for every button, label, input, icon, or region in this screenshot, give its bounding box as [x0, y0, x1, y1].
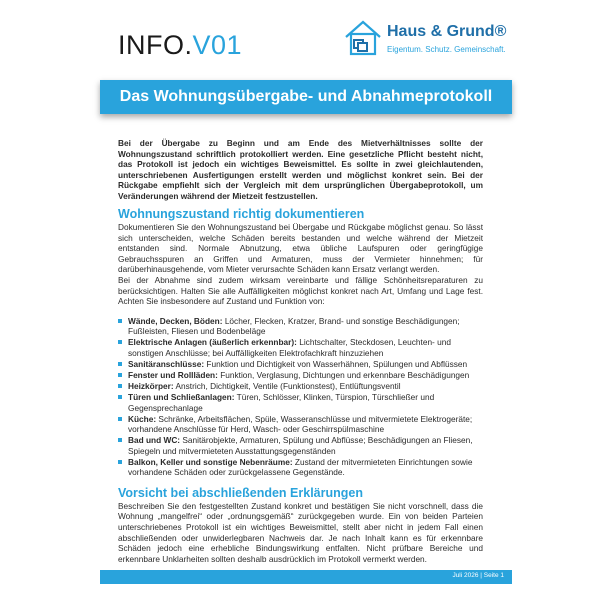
section-heading-documentation: Wohnungszustand richtig dokumentieren	[118, 207, 365, 222]
list-item	[118, 370, 483, 381]
footer-date-page: Juli 2026 | Seite 1	[452, 572, 504, 579]
list-item-term: Sanitäranschlüsse:	[128, 358, 205, 369]
footer-bar	[100, 570, 512, 584]
list-item-text: Lichtschalter, Steckdosen, Leuchten- und sonstigen Anschlüsse; bei Auffälligkeiten Elektrofachkraft hinzuziehen	[128, 337, 451, 358]
bullet-square-icon	[118, 438, 122, 442]
bullet-square-icon	[118, 319, 122, 323]
list-item-text: Löcher, Flecken, Kratzer, Brand- und sonstige Beschädigungen; Fußleisten, Fliesen und Bodenbeläge	[128, 315, 460, 337]
title-banner	[100, 80, 512, 114]
list-item-text: Schränke, Arbeitsflächen, Spüle, Wasseranschlüsse und mitvermietete Elektrogeräte; vorhandene Anschlüsse für Herd, Wasch- oder Geschirrspülmaschine	[128, 413, 473, 435]
list-item-term: Fenster und Rollläden:	[128, 369, 218, 380]
intro-paragraph: Bei der Übergabe zu Beginn und am Ende des Mietverhältnisses sollte der Wohnungszustand schriftlich protokolliert werden. Eine gesetzliche Pflicht besteht nicht, das Protokoll ist jedoch ein wichtiges Beweismittel. Es sollte in zwei gleichlautenden, unterschriebenen Ausfertigungen erstellt werden und möglichst konkret sein. Bei der Rückgabe empfiehlt sich der Vergleich mit dem ursprünglichen Übergabeprotokoll, um Veränderungen während der Mietzeit festzustellen.	[118, 138, 483, 201]
list-item-term: Balkon, Keller und sonstige Nebenräume:	[128, 456, 293, 467]
bullet-square-icon	[118, 373, 122, 377]
bullet-square-icon	[118, 362, 122, 366]
main-content	[118, 138, 483, 564]
list-item-text: Sanitärobjekte, Armaturen, Spülung und Abflüsse; Beschädigungen an Fliesen, Spiegeln und mitvermieteten Ausstattungsgegenständen	[128, 435, 473, 456]
bullet-square-icon	[118, 395, 122, 399]
section1-paragraph-2: Bei der Abnahme sind zudem wirksam vereinbarte und fällige Schönheitsreparaturen zu berücksichtigen. Halten Sie alle Auffälligkeiten möglichst konkret nach Art, Umfang und Lage fest. Achten Sie insbesondere auf Zustand und Funktion von:	[118, 275, 483, 307]
list-item	[118, 381, 483, 392]
list-item-text: Funktion, Verglasung, Dichtungen und erkennbare Beschädigungen	[217, 369, 470, 380]
list-item-term: Heizkörper:	[128, 380, 174, 391]
list-item-term: Wände, Decken, Böden:	[128, 315, 223, 326]
list-item-text: Türen, Schlösser, Klinken, Türspion, Türschließer und Gegensprechanlage	[128, 391, 435, 413]
list-item-text: Anstrich, Dichtigkeit, Ventile (Funktionstest), Entlüftungsventil	[173, 380, 401, 391]
logo-name: Haus & Grund®	[387, 23, 507, 40]
list-item	[118, 316, 483, 337]
bullet-square-icon	[118, 384, 122, 388]
section2-paragraph: Beschreiben Sie den festgestellten Zustand konkret und bestätigen Sie nicht vorschnell, dass die Wohnung „mangelfrei“ oder „ordnungsgemäß“ zurückgegeben wurde. Ein von beiden Parteien unterschriebenes Protokoll ist ein wichtiges Beweismittel, stellt aber nicht in jedem Fall einen abschließenden oder unwiderlegbaren Nachweis dar. Je nach Inhalt kann es für erkennbare Schäden jedoch eine erhebliche Bindungswirkung entfalten. Nicht prüfbare Bereiche und erkennbare Unklarheiten sollten deshalb ausdrücklich im Protokoll vermerkt werden.	[118, 500, 483, 564]
list-item	[118, 392, 483, 413]
bullet-square-icon	[118, 340, 122, 344]
list-item-text: Zustand der mitvermieteten Einrichtungen sowie vorhandene Schäden oder zurückgelassene Gegenstände.	[128, 456, 473, 478]
house-logo-icon	[343, 18, 383, 58]
list-item-text: Funktion und Dichtigkeit von Wasserhähnen, Spülungen und Abflüssen	[204, 358, 468, 369]
list-item-term: Türen und Schließanlagen:	[128, 391, 235, 402]
list-item	[118, 414, 483, 435]
bullet-square-icon	[118, 417, 122, 421]
list-item-term: Bad und WC:	[128, 435, 181, 446]
info-title-prefix: INFO.	[118, 30, 193, 60]
section-heading-caution: Vorsicht bei abschließenden Erklärungen	[118, 485, 363, 500]
section1-paragraph-1: Dokumentieren Sie den Wohnungszustand bei Übergabe und Rückgabe möglichst genau. So lässt sich unterscheiden, welche Schäden bereits bestanden und welche während der Mietzeit entstanden sind. Normale Abnutzung, etwa übliche Laufspuren oder geringfügige Gebrauchsspuren an Griffen und Armaturen, muss der Vermieter hinnehmen; für darüberhinausgehende, vom Mieter verursachte Schäden kann Ersatz verlangt werden.	[118, 222, 483, 275]
list-item	[118, 435, 483, 456]
list-item	[118, 457, 483, 478]
list-item	[118, 359, 483, 370]
bullet-square-icon	[118, 460, 122, 464]
list-item	[118, 337, 483, 358]
list-item-term: Küche:	[128, 413, 157, 424]
info-title	[118, 30, 242, 61]
logo-tagline: Eigentum. Schutz. Gemeinschaft.	[387, 45, 506, 54]
list-item-term: Elektrische Anlagen (äußerlich erkennbar):	[128, 337, 297, 348]
checklist	[118, 316, 483, 478]
haus-und-grund-logo	[343, 18, 507, 60]
info-title-version: V01	[192, 30, 243, 60]
document-title: Das Wohnungsübergabe- und Abnahmeprotokoll	[119, 88, 493, 105]
